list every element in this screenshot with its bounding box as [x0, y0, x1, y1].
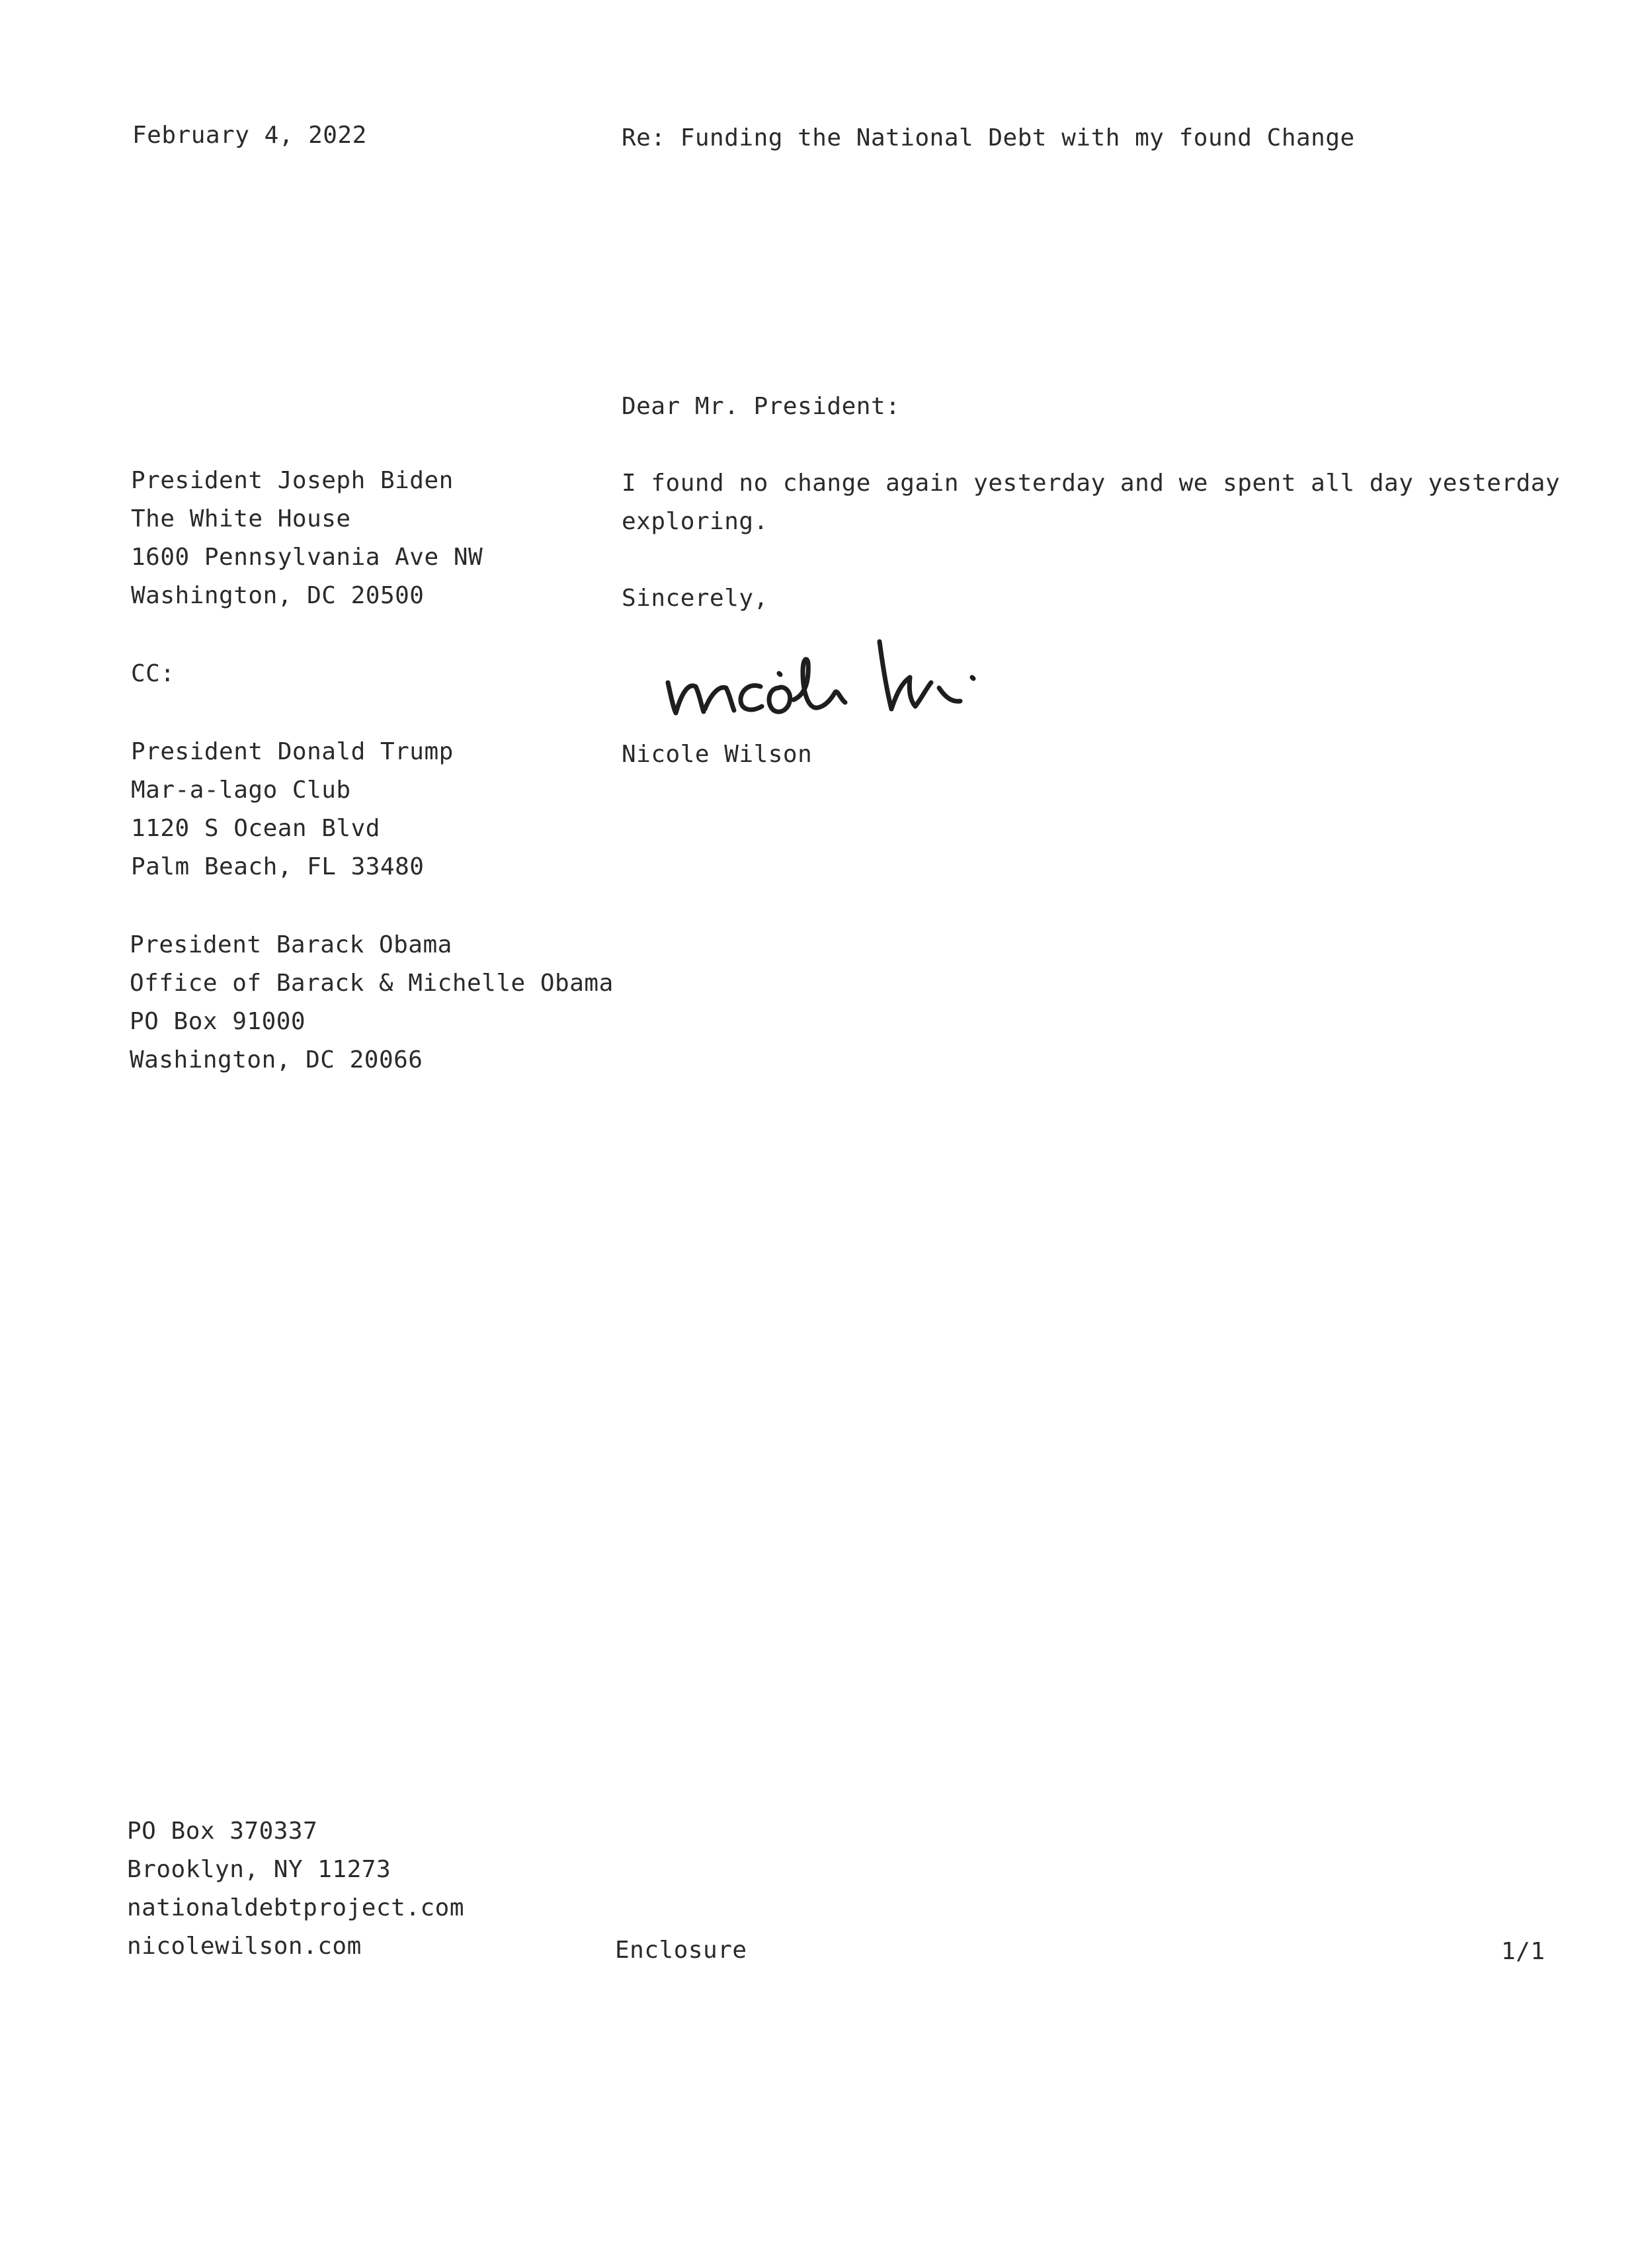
recipient-address: [131, 462, 483, 615]
signer-name: Nicole Wilson: [622, 741, 813, 768]
letter-body: [622, 464, 1560, 541]
address-line: President Joseph Biden: [131, 467, 454, 494]
cc-address: [130, 926, 614, 1079]
address-line: Mar-a-lago Club: [131, 777, 351, 804]
page-number: 1/1: [1501, 1938, 1545, 1965]
cc-label: CC:: [131, 660, 175, 687]
body-line: exploring.: [622, 508, 768, 535]
letter-subject: Re: Funding the National Debt with my found Change: [622, 124, 1355, 151]
address-line: 1120 S Ocean Blvd: [131, 815, 380, 842]
footer-line: nicolewilson.com: [127, 1933, 362, 1960]
address-line: President Barack Obama: [130, 931, 452, 958]
body-line: I found no change again yesterday and we spent all day yesterday: [622, 470, 1561, 497]
address-line: 1600 Pennsylvania Ave NW: [131, 544, 483, 571]
salutation: Dear Mr. President:: [622, 393, 901, 420]
address-line: PO Box 91000: [130, 1008, 306, 1035]
handwritten-signature-icon: [661, 622, 1018, 728]
footer-line: nationaldebtproject.com: [127, 1894, 464, 1921]
address-line: President Donald Trump: [131, 738, 454, 765]
address-line: The White House: [131, 505, 351, 532]
address-line: Washington, DC 20066: [130, 1046, 423, 1073]
address-line: Office of Barack & Michelle Obama: [130, 970, 614, 997]
footer-contact: [127, 1812, 464, 1966]
footer-line: Brooklyn, NY 11273: [127, 1856, 391, 1883]
closing: Sincerely,: [622, 585, 768, 612]
address-line: Washington, DC 20500: [131, 582, 425, 609]
footer-line: PO Box 370337: [127, 1818, 318, 1845]
cc-address: [131, 733, 454, 886]
enclosure-note: Enclosure: [615, 1937, 747, 1964]
address-line: Palm Beach, FL 33480: [131, 853, 425, 880]
letter-date: February 4, 2022: [132, 122, 367, 149]
